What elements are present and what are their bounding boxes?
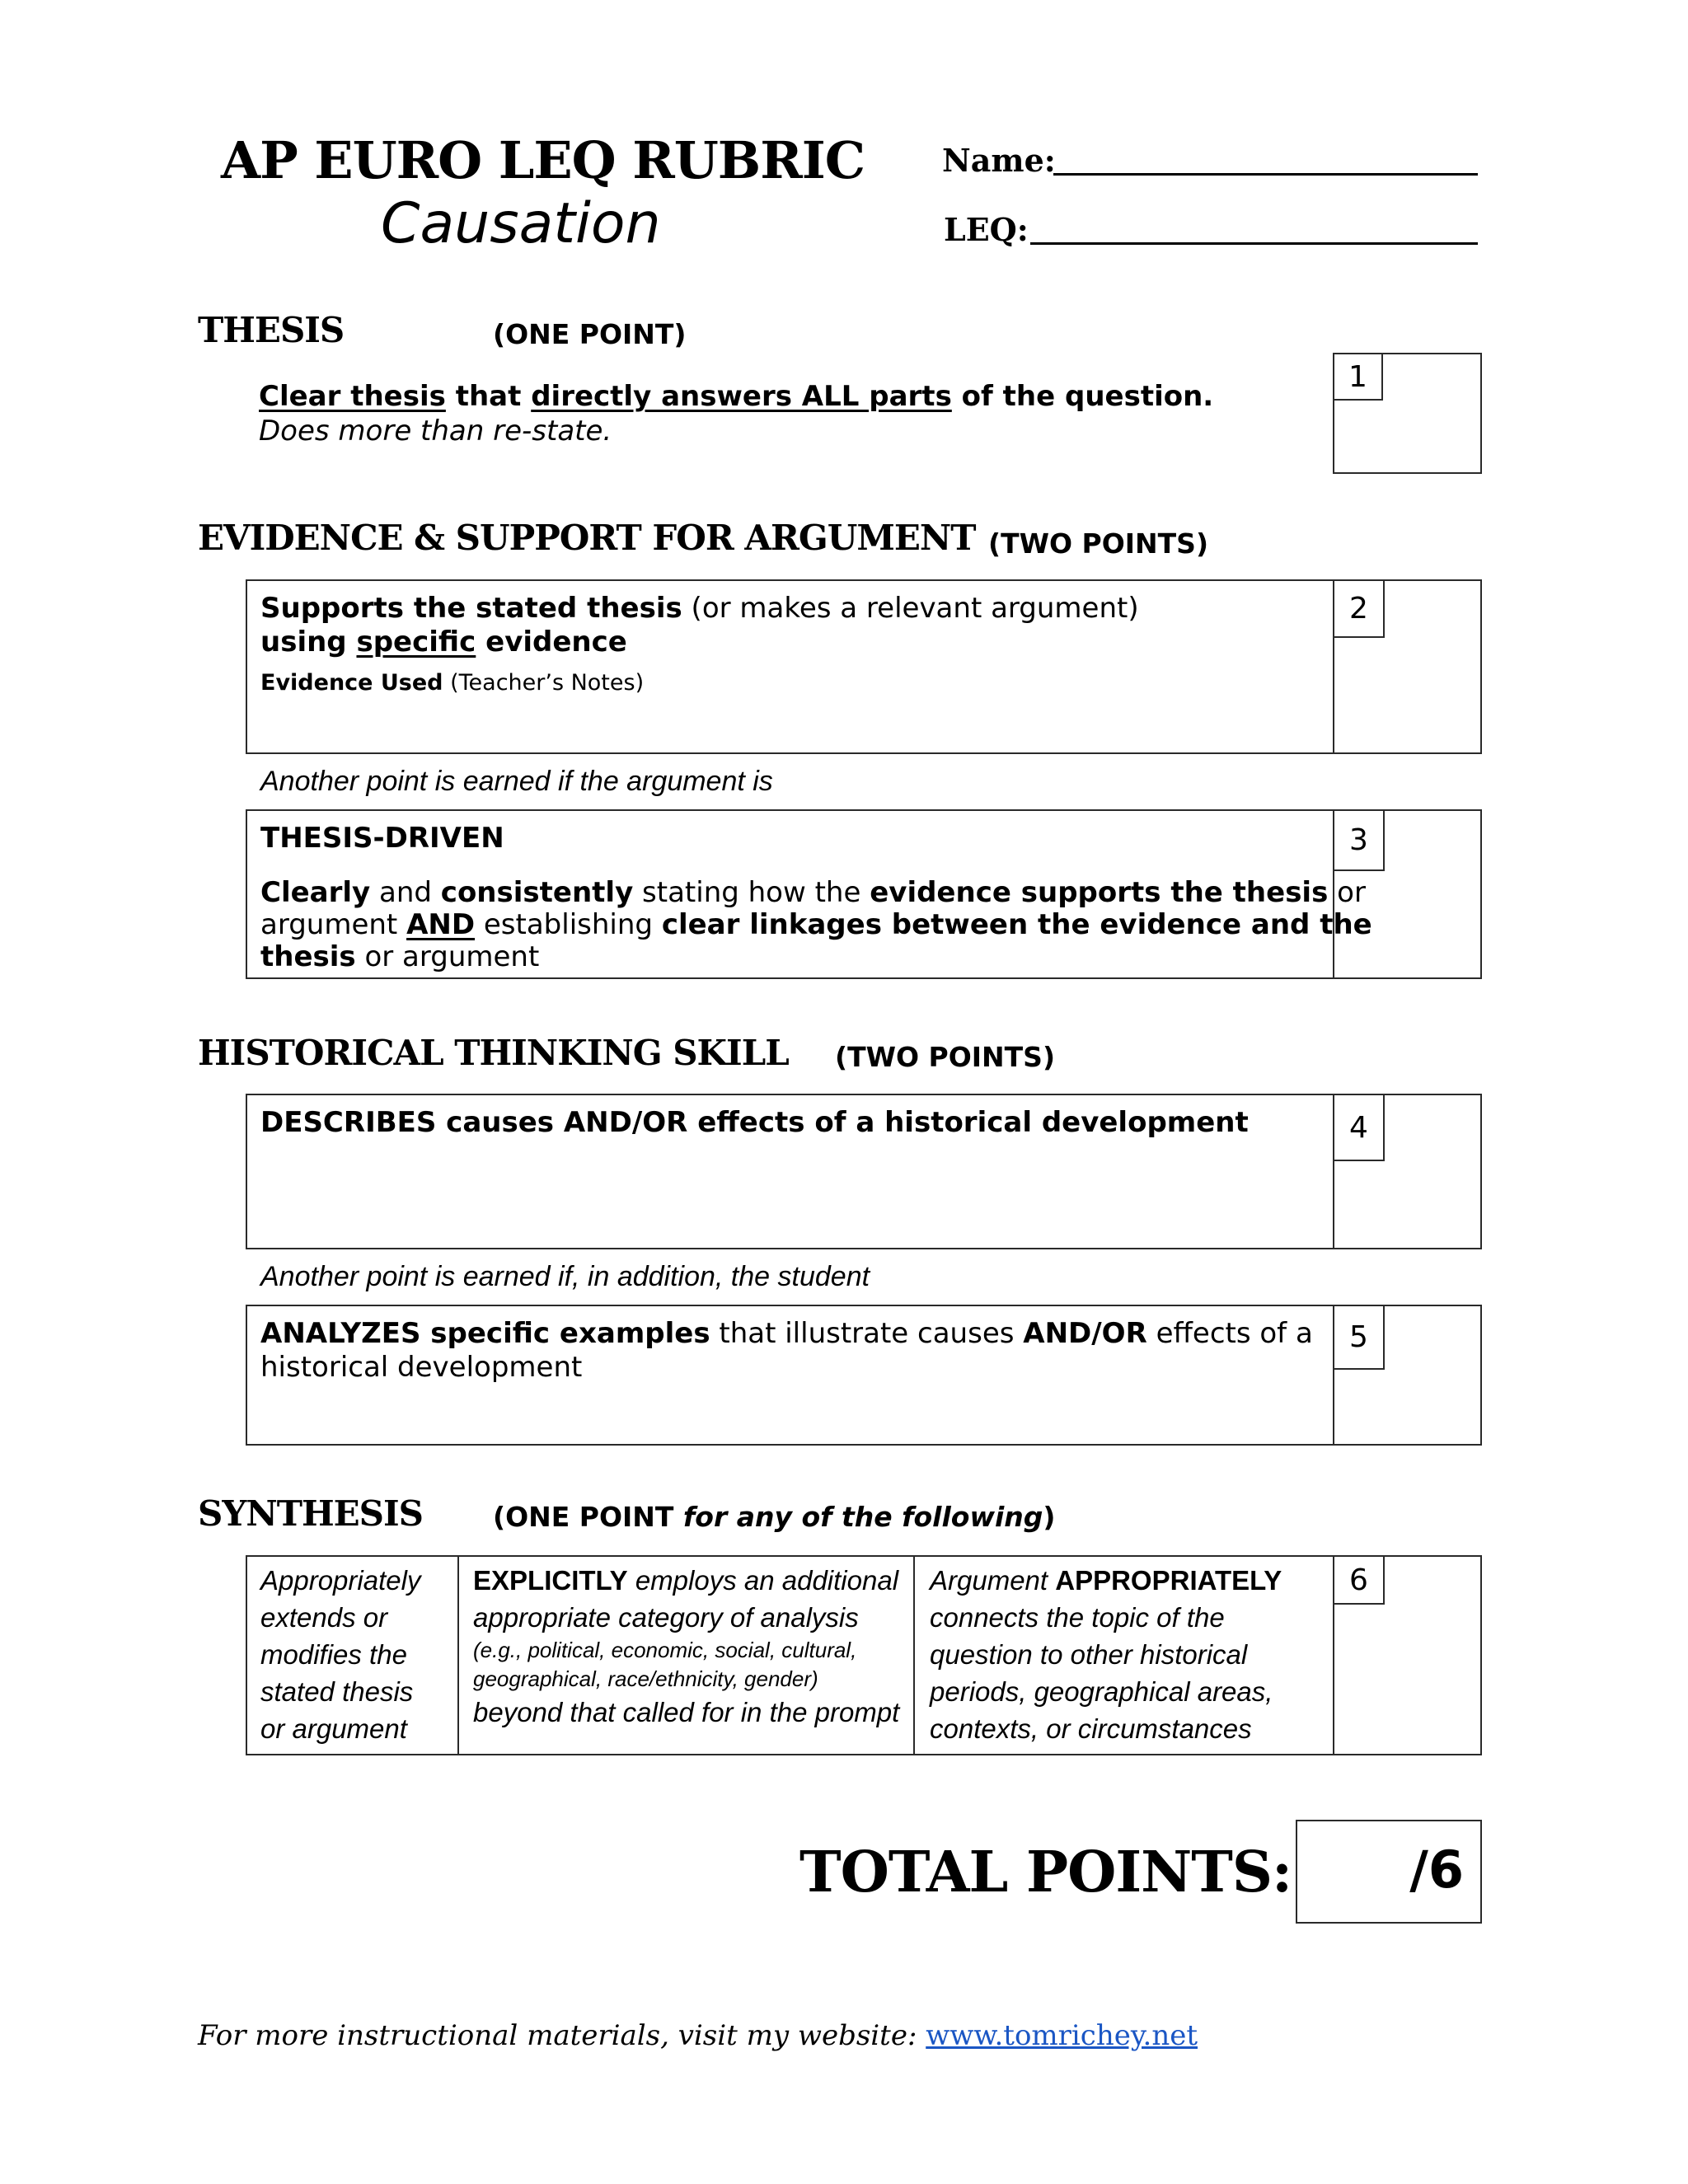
synthesis-col-2-line3: (e.g., political, economic, social, cultural, [473, 1638, 857, 1662]
synthesis-col-1-line: modifies the [260, 1639, 407, 1670]
synthesis-divider-2 [913, 1557, 915, 1754]
evidence-box-1-line2 [260, 626, 627, 658]
thesis-criterion [259, 381, 1213, 413]
thesis-criterion-c: directly answers ALL parts [531, 380, 952, 413]
skill-analyzes-d: effects of a [1146, 1317, 1313, 1350]
footer-text [198, 2019, 1198, 2052]
evidence-box-2 [246, 809, 1482, 979]
thesis-driven-line3 [260, 941, 539, 973]
evidence-points: (TWO POINTS) [988, 527, 1209, 560]
thesis-driven-p6: or [1328, 876, 1366, 909]
synthesis-col-3-line1 [930, 1562, 1282, 1599]
synthesis-points-a: (ONE POINT [493, 1501, 683, 1533]
skill-analyzes-c: AND/OR [1023, 1317, 1147, 1350]
evidence-note: Another point is earned if the argument is [260, 766, 773, 797]
evidence-box-1-b: (or makes a relevant argument) [682, 592, 1139, 625]
thesis-driven-title: THESIS-DRIVEN [260, 822, 504, 855]
synthesis-col-3-line3: question to other historical [930, 1639, 1248, 1670]
evidence-box-1 [246, 579, 1482, 754]
synthesis-divider-1 [457, 1557, 459, 1754]
thesis-criterion-d: of the question. [951, 380, 1214, 413]
synthesis-points-b: for any of the following [682, 1501, 1043, 1533]
evidence-used-note: (Teacher’s Notes) [443, 670, 645, 696]
synthesis-score-number: 6 [1334, 1557, 1385, 1605]
synthesis-col-1-line: or argument [260, 1713, 407, 1744]
website-link[interactable]: www.tomrichey.net [926, 2019, 1198, 2052]
skill-analyzes-b: that illustrate causes [710, 1317, 1024, 1350]
synthesis-score[interactable] [1333, 1557, 1484, 1754]
leq-field[interactable] [1030, 242, 1478, 245]
name-field[interactable] [1053, 173, 1478, 176]
thesis-driven-p1: Clearly [260, 876, 371, 909]
synthesis-col-2-line2: appropriate category of analysis [473, 1602, 859, 1633]
thesis-criterion-b: that [445, 380, 532, 413]
evidence-box-1-score-number: 2 [1334, 581, 1385, 638]
total-score-value: /6 [1409, 1840, 1464, 1900]
synthesis-box [246, 1555, 1482, 1755]
synthesis-col-2-line1 [473, 1562, 899, 1599]
evidence-box-1-score[interactable] [1333, 581, 1484, 752]
synthesis-col-2-line5: beyond that called for in the prompt [473, 1697, 900, 1727]
synthesis-col-2 [473, 1562, 899, 1731]
skill-describes: DESCRIBES causes AND/OR effects of a historical development [260, 1106, 1249, 1139]
evidence-used-line [260, 670, 644, 696]
thesis-points: (ONE POINT) [493, 318, 687, 350]
thesis-driven-p4: stating how the [633, 876, 870, 909]
synthesis-col-1-line: stated thesis [260, 1676, 414, 1707]
thesis-driven-p8: AND [406, 908, 476, 941]
synthesis-heading: SYNTHESIS [198, 1493, 423, 1534]
skill-analyzes-line1 [260, 1318, 1313, 1350]
evidence-box-1-c: using [260, 626, 357, 658]
thesis-driven-line1 [260, 877, 1366, 909]
synthesis-col-3-a: Argument [930, 1565, 1056, 1596]
thesis-driven-p5: evidence supports the thesis [870, 876, 1329, 909]
synthesis-col-3-line4: periods, geographical areas, [930, 1676, 1273, 1707]
page-subtitle: Causation [381, 191, 661, 256]
thesis-driven-line2 [260, 909, 1372, 941]
evidence-box-1-line1 [260, 593, 1139, 625]
thesis-driven-p7: argument [260, 908, 407, 941]
leq-label: LEQ: [944, 211, 1029, 248]
synthesis-col-3-line5: contexts, or circumstances [930, 1713, 1252, 1744]
thesis-heading: THESIS [198, 310, 345, 350]
synthesis-col-1-line: Appropriately [260, 1565, 421, 1596]
thesis-driven-p2: and [370, 876, 441, 909]
skill-analyzes-line2: historical development [260, 1351, 583, 1384]
thesis-driven-p11: thesis [260, 940, 356, 973]
evidence-used-label: Evidence Used [260, 670, 443, 696]
thesis-driven-p12: or argument [355, 940, 540, 973]
evidence-box-1-a: Supports the stated thesis [260, 592, 682, 625]
thesis-criterion-a: Clear thesis [259, 380, 446, 413]
thesis-score-box[interactable] [1333, 353, 1482, 474]
thesis-driven-p9: establishing [475, 908, 662, 941]
evidence-heading: EVIDENCE & SUPPORT FOR ARGUMENT [198, 518, 976, 558]
evidence-box-2-score-number: 3 [1334, 811, 1385, 871]
skill-analyzes-a: ANALYZES specific examples [260, 1317, 710, 1350]
evidence-box-1-e: evidence [476, 626, 627, 658]
total-score-box[interactable] [1296, 1820, 1482, 1924]
synthesis-col-2-line4: geographical, race/ethnicity, gender) [473, 1666, 818, 1691]
thesis-driven-p3: consistently [440, 876, 634, 909]
skill-box-2-score-number: 5 [1334, 1306, 1385, 1370]
synthesis-col-2-a: EXPLICITLY [473, 1565, 628, 1596]
thesis-criterion-note: Does more than re-state. [259, 415, 612, 448]
thesis-driven-p10: clear linkages between the evidence and the [661, 908, 1372, 941]
skill-box-2-score[interactable] [1333, 1306, 1484, 1444]
synthesis-points [493, 1501, 1055, 1533]
footer-label: For more instructional materials, visit my website: [198, 2019, 926, 2052]
synthesis-col-3-b: APPROPRIATELY [1055, 1565, 1282, 1596]
page-title: AP EURO LEQ RUBRIC [221, 130, 865, 190]
skill-points: (TWO POINTS) [835, 1041, 1056, 1073]
synthesis-col-3-line2: connects the topic of the [930, 1602, 1225, 1633]
skill-box-2 [246, 1305, 1482, 1446]
total-label: TOTAL POINTS: [799, 1840, 1292, 1905]
evidence-box-1-d: specific [356, 626, 476, 658]
skill-box-1-score[interactable] [1333, 1095, 1484, 1248]
synthesis-col-3 [930, 1562, 1282, 1747]
synthesis-col-2-b: employs an additional [627, 1565, 899, 1596]
skill-box-1-score-number: 4 [1334, 1095, 1385, 1161]
skill-box-1 [246, 1094, 1482, 1249]
synthesis-col-1-line: extends or [260, 1602, 388, 1633]
evidence-box-2-score[interactable] [1333, 811, 1484, 977]
name-label: Name: [942, 142, 1056, 179]
thesis-score-number: 1 [1334, 354, 1383, 401]
synthesis-points-c: ) [1043, 1501, 1056, 1533]
skill-note: Another point is earned if, in addition, the student [260, 1261, 870, 1292]
synthesis-col-1 [260, 1562, 420, 1747]
skill-heading: HISTORICAL THINKING SKILL [198, 1033, 789, 1073]
